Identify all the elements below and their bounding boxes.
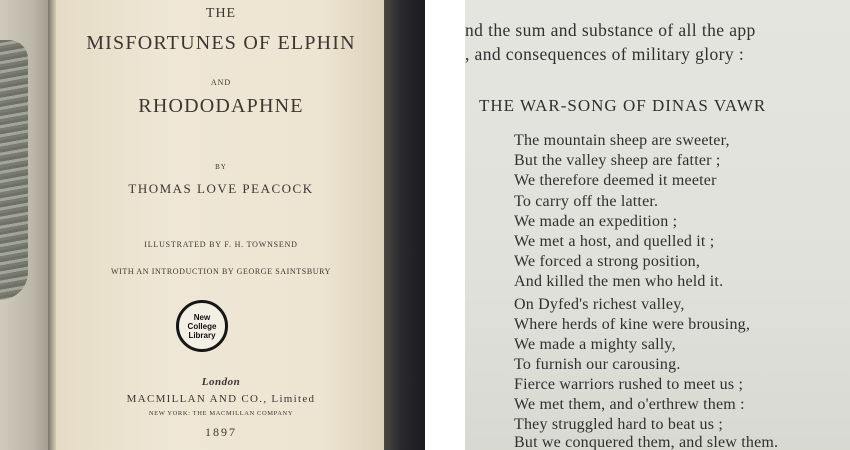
verse-line: We met a host, and quelled it ; xyxy=(514,233,715,250)
poem-heading: THE WAR-SONG OF DINAS VAWR xyxy=(479,96,767,115)
photo-divider xyxy=(425,0,465,450)
verse-line: To furnish our carousing. xyxy=(514,356,681,373)
verse-line: And killed the men who held it. xyxy=(514,273,724,290)
verse-line: We forced a strong position, xyxy=(514,253,701,270)
verse-line: We therefore deemed it meeter xyxy=(514,172,717,189)
library-stamp xyxy=(176,300,228,352)
stamp-line2: College xyxy=(187,321,217,331)
verse-line: But the valley sheep are fatter ; xyxy=(514,152,721,169)
title-page xyxy=(56,0,386,450)
verse-line: Fierce warriors rushed to meet us ; xyxy=(514,376,744,393)
publication-city: London xyxy=(201,376,241,388)
prose-line-1: nd the sum and substance of all the app xyxy=(465,20,756,40)
publisher-new-york: NEW YORK: THE MACMILLAN COMPANY xyxy=(148,410,294,417)
stamp-line3: Library xyxy=(188,330,216,340)
verse-line: We made a mighty sally, xyxy=(514,336,676,353)
introduction-credit: WITH AN INTRODUCTION BY GEORGE SAINTSBURY xyxy=(110,267,332,276)
by-label: BY xyxy=(215,163,227,171)
frontispiece-engraving xyxy=(0,0,52,450)
verse-line: They struggled hard to beat us ; xyxy=(514,416,724,433)
verse-line: But we conquered them, and slew them. xyxy=(514,434,779,450)
verse-line: The mountain sheep are sweeter, xyxy=(514,132,730,149)
verse-line: Where herds of kine were brousing, xyxy=(514,316,751,333)
book-title-line2: RHODODAPHNE xyxy=(138,95,304,117)
verse-line: To carry off the latter. xyxy=(514,193,659,210)
book-title-line1: MISFORTUNES OF ELPHIN xyxy=(86,32,356,54)
poem-page-photo xyxy=(465,0,850,450)
title-article: THE xyxy=(205,6,237,21)
page-shadow xyxy=(384,0,425,450)
illustrator-credit: ILLUSTRATED BY F. H. TOWNSEND xyxy=(144,240,298,249)
verse-line: On Dyfed's richest valley, xyxy=(514,296,685,313)
publication-year: 1897 xyxy=(205,425,237,439)
publisher-name: MACMILLAN AND CO., Limited xyxy=(126,393,316,405)
prose-line-2: , and consequences of military glory : xyxy=(465,44,745,64)
title-conjunction: AND xyxy=(210,78,232,87)
author-name: THOMAS LOVE PEACOCK xyxy=(128,181,314,196)
verse-line: We met them, and o'erthrew them : xyxy=(514,396,745,413)
stamp-line1: New xyxy=(193,312,211,322)
verse-line: We made an expedition ; xyxy=(514,213,678,230)
